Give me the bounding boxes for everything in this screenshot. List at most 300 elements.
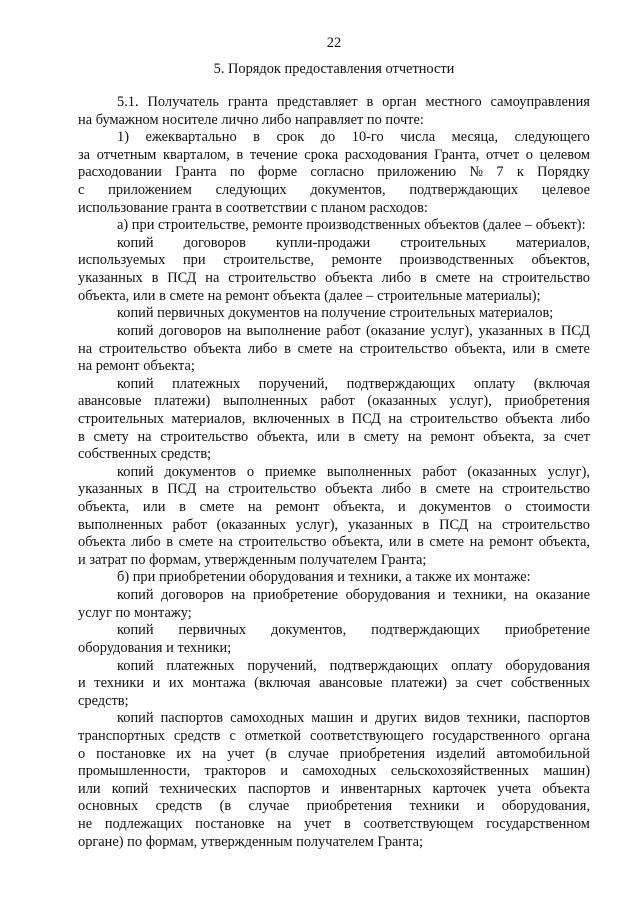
word: в xyxy=(366,94,374,110)
word: учета xyxy=(497,780,532,797)
word: на xyxy=(218,534,233,551)
word: приобретение xyxy=(252,587,338,604)
word: с xyxy=(78,182,85,199)
word: (оказанных xyxy=(216,516,287,533)
word: платежи) xyxy=(391,675,448,692)
word: (оказанных xyxy=(367,393,437,410)
word: на xyxy=(338,340,354,357)
word: в xyxy=(215,199,223,216)
word: ремонт xyxy=(275,499,320,516)
word: объекта xyxy=(542,780,590,797)
word: и xyxy=(321,780,330,797)
word: подтверждающих xyxy=(409,182,519,199)
text-line xyxy=(78,728,590,746)
word: согласно xyxy=(310,164,364,181)
word: объекта, xyxy=(256,428,309,445)
word: видов xyxy=(424,710,461,727)
word: счет xyxy=(563,428,590,445)
word: оборудования xyxy=(345,587,431,604)
word: отметкой xyxy=(244,727,302,744)
word: и xyxy=(78,551,86,568)
text-line xyxy=(78,710,590,728)
word: затрат xyxy=(89,551,127,568)
text-line xyxy=(78,393,590,411)
word: объектов, xyxy=(531,252,590,269)
text-line xyxy=(78,411,590,429)
word: (включая xyxy=(254,675,311,692)
word: № xyxy=(469,164,484,181)
word: строительстве, xyxy=(223,252,314,269)
word: либо xyxy=(381,270,412,287)
word: формам, xyxy=(145,833,198,850)
word: используемых xyxy=(78,252,166,269)
word: срока xyxy=(304,146,339,163)
word: учет xyxy=(304,815,332,832)
word: монтажа xyxy=(192,675,246,692)
word: строительство xyxy=(359,340,448,357)
word: о xyxy=(78,745,86,762)
text-line xyxy=(78,252,590,270)
word: в xyxy=(166,534,174,551)
word: строительных xyxy=(400,234,487,251)
word: расходования xyxy=(344,146,428,163)
word: объект): xyxy=(535,217,586,234)
word: и xyxy=(476,798,485,815)
word: и xyxy=(280,763,288,780)
word: документов xyxy=(419,499,491,516)
word: смете xyxy=(429,534,464,551)
word: техники, xyxy=(453,587,507,604)
word: за xyxy=(543,428,556,445)
word: подтверждающих xyxy=(371,622,480,639)
word: сельскохозяйственных xyxy=(390,763,529,780)
word: и xyxy=(398,499,406,516)
word: на xyxy=(247,499,262,516)
word: объекта xyxy=(325,270,373,287)
word: изделий xyxy=(436,745,486,762)
word: случае xyxy=(248,798,290,815)
word: срок xyxy=(276,129,305,146)
word: строительство xyxy=(160,428,249,445)
text-line xyxy=(78,781,590,799)
section-heading: 5. Порядок предоставления отчетности xyxy=(213,61,455,77)
word: отчет xyxy=(485,146,520,163)
text-line xyxy=(78,270,590,288)
word: договоров xyxy=(161,587,224,604)
word: о xyxy=(246,463,255,480)
word: ремонт xyxy=(225,287,270,304)
word: самоходных xyxy=(302,763,377,780)
text-line xyxy=(78,693,590,711)
word: средств xyxy=(155,798,203,815)
word: выполненных xyxy=(78,516,163,533)
word: 1) xyxy=(117,129,129,146)
word: документов, xyxy=(310,182,386,199)
word: Гранта; xyxy=(380,551,427,568)
word: расходов: xyxy=(369,199,428,216)
paragraph xyxy=(78,622,590,657)
word: в xyxy=(343,815,351,832)
text-line xyxy=(78,552,590,570)
word: производственных xyxy=(399,252,514,269)
word: 10-го xyxy=(351,129,384,146)
word: или xyxy=(316,428,340,445)
word: на xyxy=(137,428,152,445)
word: подтверждающих xyxy=(329,657,439,674)
word: транспортных xyxy=(78,727,165,744)
word: формам, xyxy=(149,551,201,568)
word: платежных xyxy=(166,657,235,674)
word: оборудования xyxy=(78,639,163,656)
word: постановке xyxy=(195,815,265,832)
word: либо xyxy=(381,481,412,498)
word: а) xyxy=(117,217,129,234)
word: объекта, xyxy=(483,428,535,445)
word: средств; xyxy=(78,692,129,709)
word: Гранта; xyxy=(377,833,423,850)
text-line xyxy=(78,94,590,112)
word: работ xyxy=(326,322,361,339)
word: собственных xyxy=(510,675,590,692)
word: получателем xyxy=(296,833,374,850)
word: строительство xyxy=(228,270,317,287)
word: – xyxy=(366,287,374,304)
word: приложением xyxy=(108,182,192,199)
word: объекта, xyxy=(332,534,384,551)
word: техники xyxy=(94,675,145,692)
word: в xyxy=(348,428,356,445)
text-line xyxy=(78,217,590,235)
word: средств xyxy=(173,727,221,744)
word: указанных xyxy=(348,516,413,533)
word: техники xyxy=(409,798,460,815)
text-line xyxy=(78,763,590,781)
word: строительных xyxy=(78,410,164,427)
word: строительство xyxy=(502,481,590,498)
word: или xyxy=(388,534,412,551)
text-line xyxy=(78,605,590,623)
word: строительство xyxy=(502,270,590,287)
word: монтаже: xyxy=(473,569,531,586)
word: 5.1. xyxy=(117,94,139,110)
word: в xyxy=(159,287,166,304)
word: утвержденным xyxy=(200,833,293,850)
word: объекта, xyxy=(454,340,506,357)
word: счет xyxy=(476,675,503,692)
word: документов, xyxy=(271,622,347,639)
word: ежеквартально xyxy=(145,129,237,146)
word: строительство xyxy=(228,481,317,498)
word: и xyxy=(152,675,161,692)
word: государственного xyxy=(432,727,541,744)
word: (далее xyxy=(482,217,522,234)
word: техники, xyxy=(467,710,521,727)
word: на xyxy=(202,745,217,762)
word: ПСД xyxy=(351,410,381,427)
paragraph xyxy=(78,217,590,235)
word: копий xyxy=(117,463,154,480)
word: гранта xyxy=(171,199,212,216)
paragraph xyxy=(78,658,590,711)
word: копий xyxy=(117,710,154,727)
word: на xyxy=(479,270,494,287)
word: почте: xyxy=(385,111,424,128)
word: или xyxy=(132,287,156,304)
word: в xyxy=(417,534,424,551)
word: объекта xyxy=(505,410,554,427)
word: по xyxy=(127,833,143,850)
word: (в xyxy=(219,798,232,815)
word: случае xyxy=(287,745,329,762)
word: носителе xyxy=(162,111,218,128)
word: материалов, xyxy=(171,410,246,427)
word: паспортов xyxy=(248,780,311,797)
word: при xyxy=(131,217,155,234)
word: либо xyxy=(262,111,292,128)
word: на xyxy=(207,287,222,304)
text-line xyxy=(78,235,590,253)
word: выполненных xyxy=(326,463,412,480)
word: (оказанных xyxy=(467,463,537,480)
word: Гранта xyxy=(175,164,217,181)
word: использование xyxy=(78,199,169,216)
word: следующих xyxy=(215,182,287,199)
word: органа xyxy=(549,727,590,744)
word: на xyxy=(407,428,422,445)
word: при xyxy=(132,569,156,586)
word: на xyxy=(205,481,220,498)
word: получение xyxy=(321,305,386,322)
word: копий xyxy=(117,657,154,674)
word: производственных xyxy=(306,217,421,234)
word: смету xyxy=(363,428,399,445)
word: на xyxy=(78,358,93,375)
word: (включая xyxy=(533,375,590,392)
word: лично xyxy=(221,111,259,128)
text-line xyxy=(78,816,590,834)
word: на xyxy=(469,534,484,551)
text-line xyxy=(78,200,590,218)
word: месяца, xyxy=(451,129,499,146)
text-line xyxy=(78,464,590,482)
word: объекта; xyxy=(143,358,195,375)
word: утвержденным xyxy=(204,551,296,568)
word: авансовые xyxy=(78,393,142,410)
paragraph xyxy=(78,376,590,464)
word: смете xyxy=(178,534,214,551)
word: в xyxy=(541,340,549,357)
word: ремонт xyxy=(95,358,140,375)
word: и xyxy=(166,639,174,656)
word: гранта xyxy=(227,94,268,110)
paragraph xyxy=(78,464,590,570)
word: документов xyxy=(228,305,300,322)
word: и xyxy=(337,569,345,586)
word: оплату xyxy=(451,657,493,674)
word: Получатель xyxy=(147,94,219,110)
word: бумажном xyxy=(95,111,159,128)
word: на xyxy=(303,305,318,322)
word: на xyxy=(478,516,493,533)
word: тракторов xyxy=(204,763,266,780)
word: копий xyxy=(117,322,154,339)
word: указанных xyxy=(478,322,544,339)
word: отчетным xyxy=(96,146,157,163)
word: строительных xyxy=(389,305,476,322)
word: строительстве, xyxy=(158,217,249,234)
word: смете xyxy=(435,270,471,287)
paragraph xyxy=(78,235,590,305)
text-line xyxy=(78,288,590,306)
word: объекта xyxy=(193,340,242,357)
word: на xyxy=(277,815,292,832)
word: кварталом, xyxy=(163,146,230,163)
word: монтажу; xyxy=(134,604,192,621)
word: за xyxy=(455,675,468,692)
word: материалов, xyxy=(516,234,590,251)
word: ремонт xyxy=(430,428,475,445)
page-number: 22 xyxy=(326,35,342,51)
word: первичных xyxy=(157,305,225,322)
word: или xyxy=(512,340,536,357)
word: в xyxy=(78,428,85,445)
word: ремонте xyxy=(331,252,382,269)
word: приобретении xyxy=(158,569,246,586)
word: орган xyxy=(382,94,417,110)
text-line xyxy=(78,305,590,323)
word: в xyxy=(284,340,291,357)
word: направляет xyxy=(295,111,364,128)
word: поручений, xyxy=(258,375,329,392)
word: технических xyxy=(159,780,237,797)
word: строительство xyxy=(238,534,327,551)
word: с xyxy=(229,727,236,744)
word: расходовании xyxy=(78,164,162,181)
word: приобретения xyxy=(504,393,590,410)
word: либо xyxy=(560,410,590,427)
word: постановке xyxy=(96,745,166,762)
word: форме xyxy=(258,164,298,181)
word: по xyxy=(115,604,131,621)
word: копий xyxy=(117,587,154,604)
word: оборудования, xyxy=(501,798,590,815)
word: следующего xyxy=(514,129,590,146)
word: на xyxy=(231,587,246,604)
word: работ xyxy=(172,516,207,533)
word: целевое xyxy=(541,182,590,199)
word: объектов xyxy=(424,217,480,234)
word: смете xyxy=(297,340,333,357)
word: и xyxy=(78,675,86,692)
word: договоров xyxy=(183,234,246,251)
word: представляет xyxy=(276,94,358,110)
text-line xyxy=(78,798,590,816)
word: (оказание xyxy=(366,322,426,339)
word: и xyxy=(437,587,446,604)
word: (в xyxy=(265,745,277,762)
word: учет xyxy=(227,745,255,762)
word: подлежащих xyxy=(104,815,183,832)
word: с xyxy=(310,199,318,216)
word: на xyxy=(226,322,242,339)
word: оплату xyxy=(473,375,516,392)
word: других xyxy=(374,710,418,727)
word: основных xyxy=(78,798,139,815)
word: или xyxy=(78,780,101,797)
word: 7 xyxy=(496,164,504,181)
word: стоимости xyxy=(525,499,590,516)
word: смете xyxy=(555,340,590,357)
word: строительство xyxy=(502,516,590,533)
word: подтверждающих xyxy=(346,375,456,392)
word: документов xyxy=(164,463,236,480)
text-line xyxy=(78,640,590,658)
text-line xyxy=(78,675,590,693)
word: материалы); xyxy=(465,287,541,304)
word: в xyxy=(548,322,556,339)
word: до xyxy=(320,129,336,146)
word: работ xyxy=(320,393,355,410)
text-line xyxy=(78,834,590,852)
word: (далее xyxy=(324,287,363,304)
word: в xyxy=(151,270,159,287)
word: соответствии xyxy=(225,199,308,216)
text-line xyxy=(78,147,590,165)
word: ремонте xyxy=(252,217,303,234)
word: их xyxy=(176,745,192,762)
word: Гранта, xyxy=(434,146,480,163)
word: смете xyxy=(169,287,205,304)
word: собственных xyxy=(78,446,157,463)
word: платежных xyxy=(172,375,241,392)
word: копий xyxy=(117,305,154,322)
word: смете xyxy=(199,499,235,516)
word: строительные xyxy=(377,287,463,304)
word: в xyxy=(253,129,260,146)
word: услуг xyxy=(78,604,112,621)
word: оказание xyxy=(535,587,590,604)
word: приобретения xyxy=(339,745,426,762)
word: в xyxy=(179,499,186,516)
word: купли-продажи xyxy=(275,234,371,251)
word: получателем xyxy=(299,551,378,568)
text-line xyxy=(78,746,590,764)
word: платежи) xyxy=(154,393,211,410)
word: средств; xyxy=(160,446,212,463)
word: объекта, xyxy=(78,287,130,304)
word: или xyxy=(142,499,166,516)
word: либо xyxy=(131,534,161,551)
word: в xyxy=(151,481,159,498)
text-line xyxy=(78,182,590,200)
paragraph xyxy=(78,129,590,217)
word: строительство xyxy=(409,410,498,427)
word: на xyxy=(205,270,220,287)
paragraph xyxy=(78,323,590,376)
word: паспортов xyxy=(160,710,224,727)
word: услуг), xyxy=(449,393,492,410)
word: смету xyxy=(93,428,129,445)
word: поручений, xyxy=(247,657,317,674)
word: выполненных xyxy=(222,393,308,410)
word: карточек xyxy=(432,780,487,797)
word: машин xyxy=(311,710,354,727)
word: включенных xyxy=(252,410,330,427)
paragraph xyxy=(78,94,590,129)
paragraph xyxy=(78,710,590,851)
word: по xyxy=(366,111,382,128)
word: объекта, xyxy=(78,499,130,516)
